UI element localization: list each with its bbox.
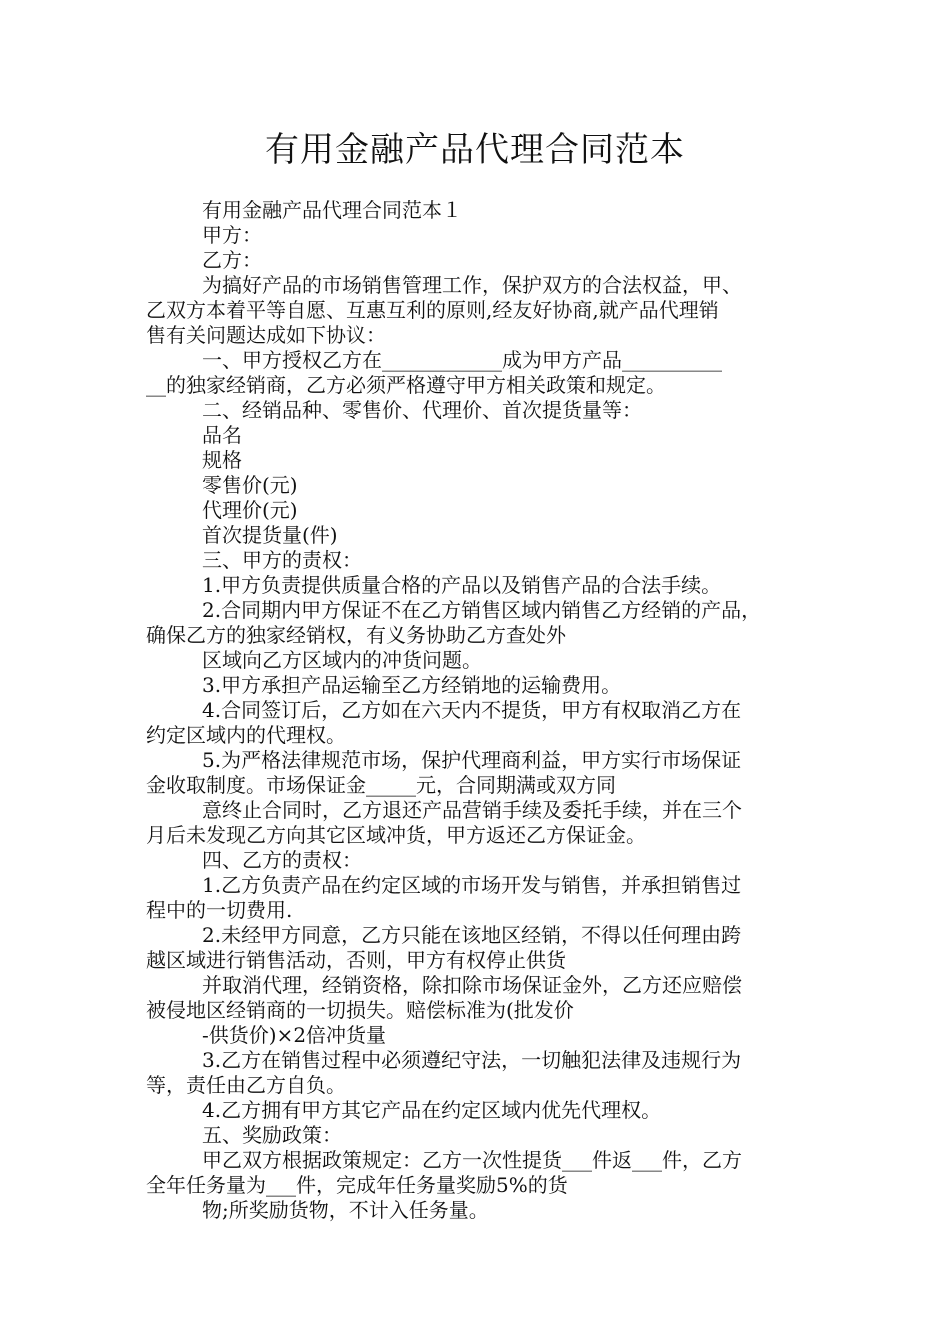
paragraph-line: 程中的一切费用. bbox=[146, 898, 293, 922]
paragraph-line: 月后未发现乙方向其它区域冲货，甲方返还乙方保证金。 bbox=[146, 823, 646, 847]
paragraph-line: 5.为严格法律规范市场，保护代理商利益，甲方实行市场保证 bbox=[202, 748, 742, 772]
paragraph-line: 意终止合同时，乙方退还产品营销手续及委托手续，并在三个 bbox=[202, 798, 742, 822]
paragraph-line: 3.乙方在销售过程中必须遵纪守法，一切触犯法律及违规行为 bbox=[202, 1048, 742, 1072]
paragraph-line: 被侵地区经销商的一切损失。赔偿标准为(批发价 bbox=[146, 998, 574, 1022]
paragraph-line: 2.未经甲方同意，乙方只能在该地区经销，不得以任何理由跨 bbox=[202, 923, 742, 947]
paragraph-line: 品名 bbox=[202, 423, 242, 447]
paragraph-line: 1.甲方负责提供质量合格的产品以及销售产品的合法手续。 bbox=[202, 573, 722, 597]
paragraph-line: __的独家经销商，乙方必须严格遵守甲方相关政策和规定。 bbox=[146, 373, 666, 397]
paragraph-line: 区域向乙方区域内的冲货问题。 bbox=[202, 648, 482, 672]
paragraph-line: 2.合同期内甲方保证不在乙方销售区域内销售乙方经销的产品， bbox=[202, 598, 762, 622]
paragraph-line: 1.乙方负责产品在约定区域的市场开发与销售，并承担销售过 bbox=[202, 873, 742, 897]
paragraph-line: 乙双方本着平等自愿、互惠互利的原则,经友好协商,就产品代理销 bbox=[146, 298, 719, 322]
paragraph-line: 4.合同签订后，乙方如在六天内不提货，甲方有权取消乙方在 bbox=[202, 698, 742, 722]
paragraph-line: 物;所奖励货物，不计入任务量。 bbox=[202, 1198, 489, 1222]
paragraph-line: 首次提货量(件) bbox=[202, 523, 338, 547]
paragraph-line: 越区域进行销售活动，否则，甲方有权停止供货 bbox=[146, 948, 566, 972]
paragraph-line: 四、乙方的责权： bbox=[202, 848, 362, 872]
paragraph-line: 4.乙方拥有甲方其它产品在约定区域内优先代理权。 bbox=[202, 1098, 662, 1122]
paragraph-line: 五、奖励政策： bbox=[202, 1123, 342, 1147]
paragraph-line: 规格 bbox=[202, 448, 242, 472]
paragraph-line: 代理价(元) bbox=[202, 498, 298, 522]
paragraph-line: 三、甲方的责权： bbox=[202, 548, 362, 572]
paragraph-line: 约定区域内的代理权。 bbox=[146, 723, 346, 747]
paragraph-line: 金收取制度。市场保证金_____元，合同期满或双方同 bbox=[146, 773, 616, 797]
paragraph-line: 有用金融产品代理合同范本１ bbox=[202, 198, 462, 222]
paragraph-line: 二、经销品种、零售价、代理价、首次提货量等： bbox=[202, 398, 642, 422]
document-body bbox=[146, 198, 818, 1223]
paragraph-line: 甲乙双方根据政策规定：乙方一次性提货___件返___件，乙方 bbox=[202, 1148, 742, 1172]
paragraph-line: 等，责任由乙方自负。 bbox=[146, 1073, 346, 1097]
paragraph-line: 甲方： bbox=[202, 223, 262, 247]
paragraph-line: 全年任务量为___件，完成年任务量奖励5%的货 bbox=[146, 1173, 568, 1197]
paragraph-line: 零售价(元) bbox=[202, 473, 298, 497]
paragraph-line: 3.甲方承担产品运输至乙方经销地的运输费用。 bbox=[202, 673, 622, 697]
paragraph-line: 乙方： bbox=[202, 248, 262, 272]
paragraph-line: 确保乙方的独家经销权，有义务协助乙方查处外 bbox=[146, 623, 566, 647]
paragraph-line: 一、甲方授权乙方在____________成为甲方产品__________ bbox=[202, 348, 722, 372]
document-title: 有用金融产品代理合同范本 bbox=[265, 130, 685, 170]
paragraph-line: 并取消代理，经销资格，除扣除市场保证金外，乙方还应赔偿 bbox=[202, 973, 742, 997]
paragraph-line: -供货价)×2倍冲货量 bbox=[202, 1023, 387, 1047]
paragraph-line: 售有关问题达成如下协议： bbox=[146, 323, 386, 347]
paragraph-line: 为搞好产品的市场销售管理工作，保护双方的合法权益，甲、 bbox=[202, 273, 742, 297]
